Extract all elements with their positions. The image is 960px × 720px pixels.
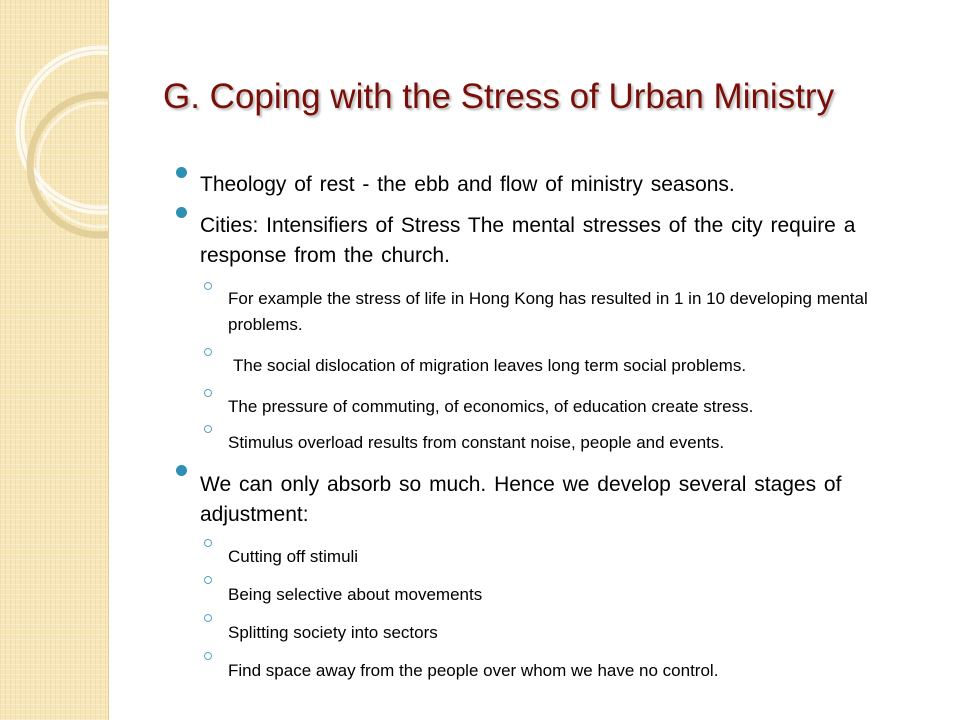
- sub-bullet-item: The social dislocation of migration leaves long term social problems.: [233, 356, 747, 375]
- sub-bullet-item: Stimulus overload results from constant noise, people and events.: [228, 433, 725, 452]
- sub-bullet-ring-icon: [204, 425, 212, 433]
- bullet-item: We can only absorb so much. Hence we develop several stages of adjustment:: [200, 473, 842, 526]
- sub-bullet-item: Find space away from the people over whom we have no control.: [228, 661, 719, 680]
- sub-bullet-item: Cutting off stimuli: [228, 547, 359, 566]
- sub-bullet-item: Being selective about movements: [228, 585, 483, 604]
- bullet-dot-icon: [176, 207, 187, 218]
- bullet-dot-icon: [176, 465, 187, 476]
- sub-bullet-ring-icon: [204, 389, 212, 397]
- sub-bullet-item: The pressure of commuting, of economics, of education create stress.: [228, 397, 754, 416]
- bullet-item: Theology of rest - the ebb and flow of ministry seasons.: [200, 173, 735, 196]
- sub-bullet-ring-icon: [204, 348, 212, 356]
- sub-bullet-ring-icon: [204, 282, 212, 290]
- sub-bullet-ring-icon: [204, 614, 212, 622]
- sub-bullet-ring-icon: [204, 539, 212, 547]
- slide-title: G. Coping with the Stress of Urban Ministry: [163, 77, 835, 116]
- sub-bullet-item: Splitting society into sectors: [228, 623, 438, 642]
- bullet-dot-icon: [176, 167, 187, 178]
- sub-bullet-item: For example the stress of life in Hong Kong has resulted in 1 in 10 developing mental problems.: [228, 289, 868, 334]
- bullet-item: Cities: Intensifiers of Stress The mental stresses of the city require a response from the church.: [200, 214, 856, 267]
- sub-bullet-ring-icon: [204, 576, 212, 584]
- sub-bullet-ring-icon: [204, 652, 212, 660]
